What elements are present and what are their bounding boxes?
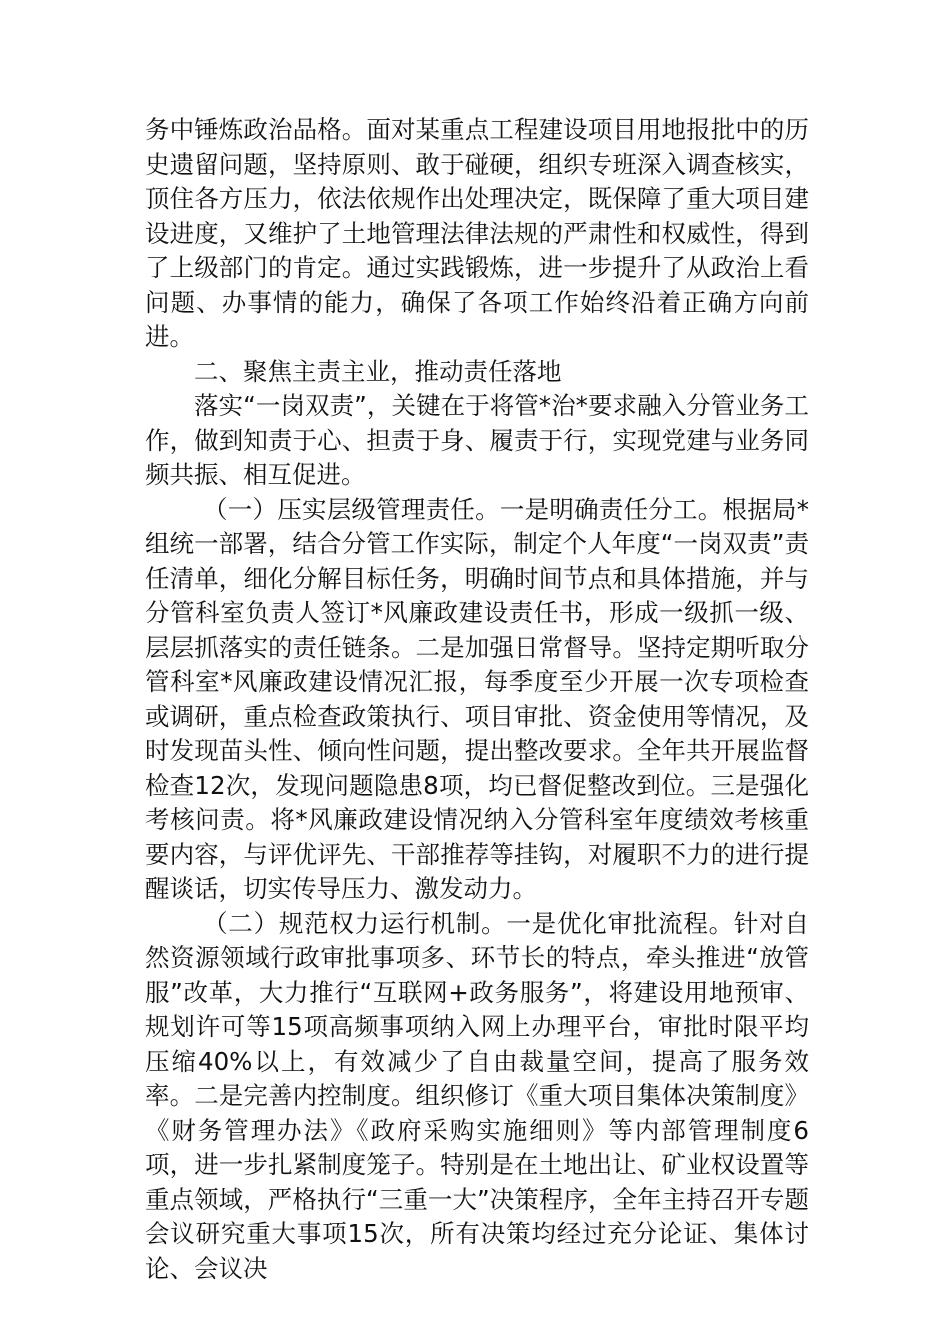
paragraph-intro: 落实“一岗双责”，关键在于将管*治*要求融入分管业务工作，做到知责于心、担责于身、履责于行，实现党建与业务同频共振、相互促进。 <box>145 391 809 489</box>
paragraph-subsection-2: （二）规范权力运行机制。一是优化审批流程。针对自然资源领域行政审批事项多、环节长的特点，牵头推进“放管服”改革，大力推行“互联网+政务服务”，将建设用地预审、规划许可等15项高频事项纳入网上办理平台，审批时限平均压缩40%以上，有效减少了自由裁量空间，提高了服务效率。二是完善内控制度。组织修订《重大项目集体决策制度》《财务管理办法》《政府采购实施细则》等内部管理制度6项，进一步扎紧制度笼子。特别是在土地出让、矿业权设置等重点领域，严格执行“三重一大”决策程序，全年主持召开专题会议研究重大事项15次，所有决策均经过充分论证、集体讨论、会议决 <box>145 908 809 1283</box>
paragraph-continuation: 务中锤炼政治品格。面对某重点工程建设项目用地报批中的历史遗留问题，坚持原则、敢于碰硬，组织专班深入调查核实，顶住各方压力，依法依规作出处理决定，既保障了重大项目建设进度，又维护了土地管理法律法规的严肃性和权威性，得到了上级部门的肯定。通过实践锻炼，进一步提升了从政治上看问题、办事情的能力，确保了各项工作始终沿着正确方向前进。 <box>145 115 809 351</box>
paragraph-subsection-1: （一）压实层级管理责任。一是明确责任分工。根据局*组统一部署，结合分管工作实际，制定个人年度“一岗双责”责任清单，细化分解目标任务，明确时间节点和具体措施，并与分管科室负责人签订*风廉政建设责任书，形成一级抓一级、层层抓落实的责任链条。二是加强日常督导。坚持定期听取分管科室*风廉政建设情况汇报，每季度至少开展一次专项检查或调研，重点检查政策执行、项目审批、资金使用等情况，及时发现苗头性、倾向性问题，提出整改要求。全年共开展监督检查12次，发现问题隐患8项，均已督促整改到位。三是强化考核问责。将*风廉政建设情况纳入分管科室年度绩效考核重要内容，与评优评先、干部推荐等挂钩，对履职不力的进行提醒谈话，切实传导压力、激发动力。 <box>145 494 809 903</box>
section-heading: 二、聚焦主责主业，推动责任落地 <box>194 356 562 386</box>
document-page <box>145 113 809 1286</box>
